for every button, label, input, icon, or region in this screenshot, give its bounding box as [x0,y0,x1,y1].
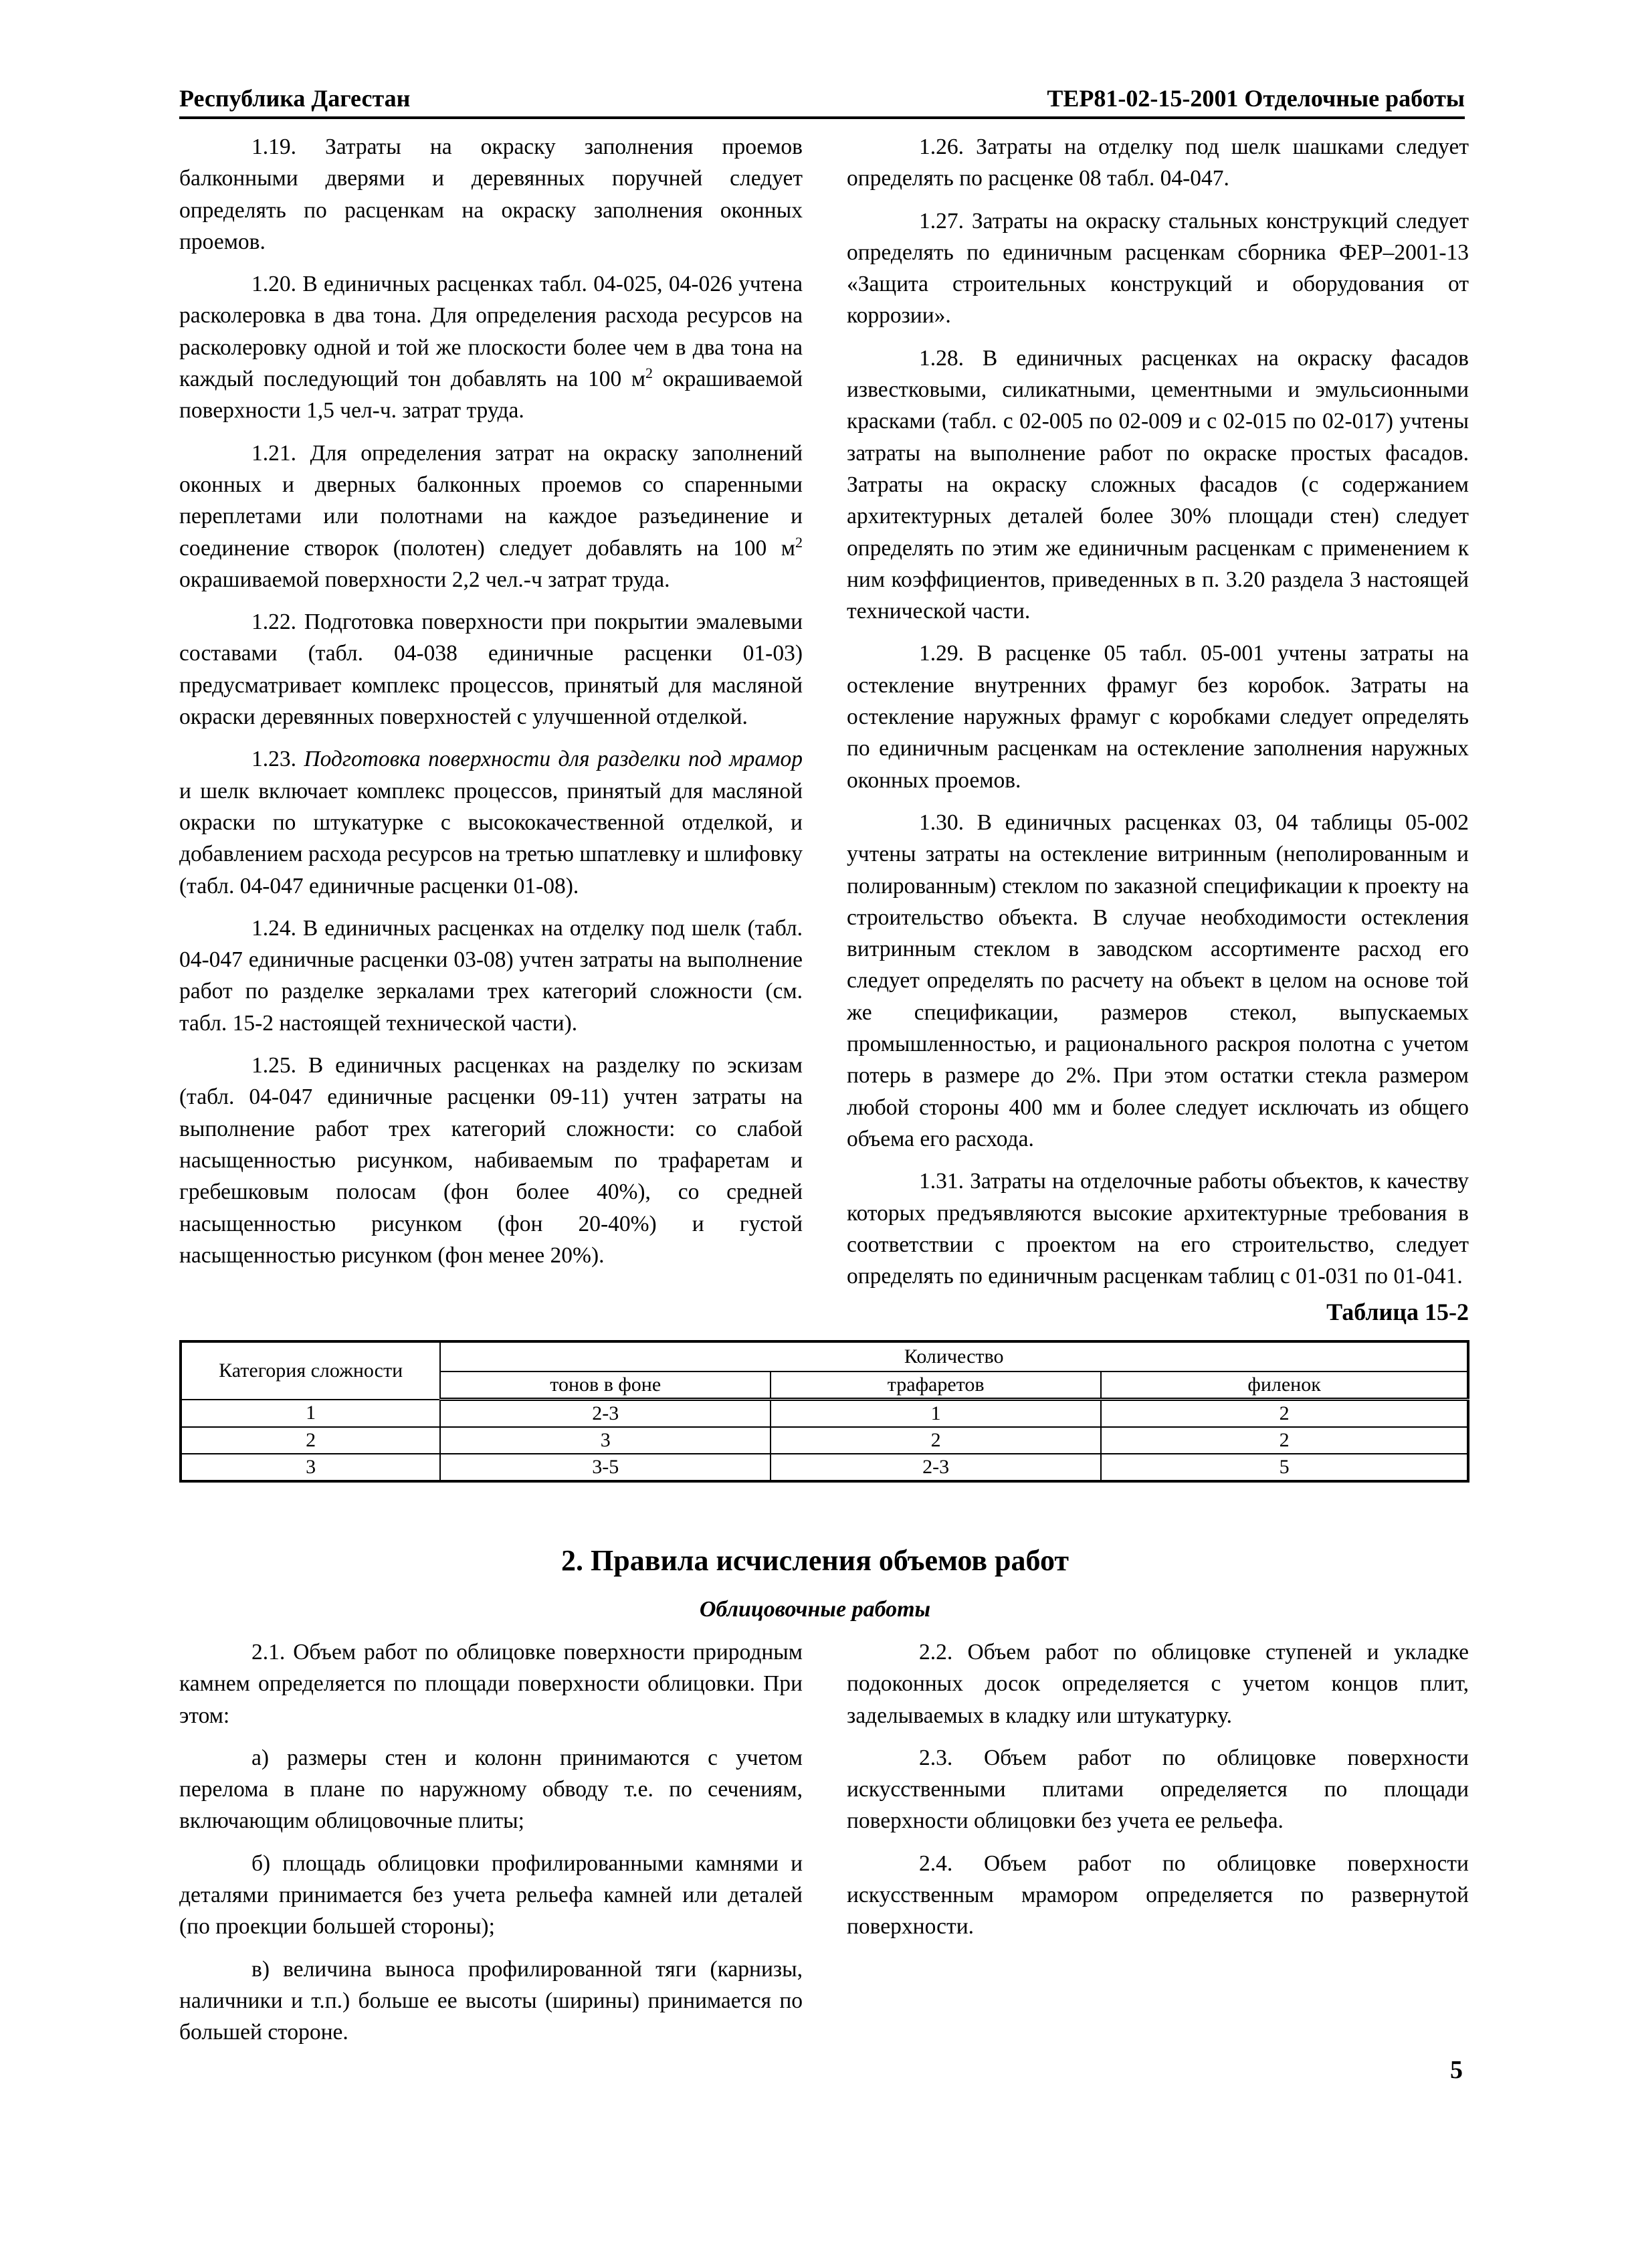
complexity-table [179,1340,1469,1483]
paragraph-2-1-a: а) размеры стен и колонн принимаются с учетом перелома в плане по наружному обводу т.е. по сечениям, включающим облицовочные плиты; [179,1745,803,1834]
paragraph-1-25: 1.25. В единичных расценках на разделку по эскизам (табл. 04-047 единичные расценки 09-11) учтен затраты на выполнение работ трех категорий сложности: со слабой насыщенностью рисунком, набиваемым по трафаретам и гребешковым полосам (фон более 40%), со средней насыщенностью рисунком (фон 20-40%) и густой насыщенностью рисунком (фон менее 20%). [179,1053,803,1268]
header-quantity: Количество [440,1341,1468,1372]
header-region: Республика Дагестан [179,85,411,112]
paragraph-2-4: 2.4. Объем работ по облицовке поверхности искусственным мрамором определяется по развернутой поверхности. [847,1851,1469,1940]
paragraph-1-24: 1.24. В единичных расценках на отделку под шелк (табл. 04-047 единичные расценки 03-08) учтен затраты на выполнение работ по разделке зеркалами трех категорий сложности (см. табл. 15-2 настоящей технической части). [179,915,803,1036]
paragraph-1-27: 1.27. Затраты на окраску стальных конструкций следует определять по единичным расценкам сборника ФЕР–2001-13 «Защита строительных конструкций и оборудования от коррозии». [847,208,1469,328]
paragraph-1-29: 1.29. В расценке 05 табл. 05-001 учтены затраты на остекление внутренних фрамуг без коробок. Затраты на остекление наружных фрамуг с коробками следует определять по единичным расценкам на остекление заполнения наружных оконных проемов. [847,641,1469,793]
right-column-general [847,131,1469,1303]
header-stencils: трафаретов [771,1372,1101,1400]
section-heading: 2. Правила исчисления объемов работ [561,1544,1069,1577]
header-tones: тонов в фоне [440,1372,771,1400]
table-row: 3 3-5 2-3 5 [181,1454,1468,1481]
paragraph-2-1-b: б) площадь облицовки профилированными камнями и деталями принимается без учета рельефа камней или деталей (по проекции большей стороны); [179,1851,803,1940]
paragraph-1-23: 1.23. Подготовка поверхности для разделки под мрамор и шелк включает комплекс процессов, принятый для масляной окраски по штукатурке с высококачественной отделкой, и добавлением расхода ресурсов на третью шпатлевку и шлифовку (табл. 04-047 единичные расценки 01-08). [179,747,803,899]
paragraph-1-31: 1.31. Затраты на отделочные работы объектов, к качеству которых предъявляются высокие архитектурные требования в соответствии с проектом на его строительство, следует определять по единичным расценкам таблиц с 01-031 по 01-041. [847,1169,1469,1289]
header-category: Категория сложности [181,1341,440,1400]
paragraph-2-1: 2.1. Объем работ по облицовке поверхности природным камнем определяется по площади поверхности облицовки. При этом: [179,1640,803,1728]
paragraph-1-20: 1.20. В единичных расценках табл. 04-025, 04-026 учтена расколеровка в два тона. Для определения расхода ресурсов на расколеровку одной и той же плоскости более чем в два тона на каждый последующий тон добавлять на 100 $м^2$ окрашиваемой поверхности 1,5 чел-ч. затрат труда. [179,272,803,423]
paragraph-2-1-c: в) величина выноса профилированной тяги (карнизы, наличники и т.п.) больше ее высоты (ширины) принимается по большей стороне. [179,1956,803,2045]
paragraph-1-19: 1.19. Затраты на окраску заполнения проемов балконными дверями и деревянных поручней следует определять по расценкам на окраску заполнения оконных проемов. [179,134,803,254]
left-column-general [179,131,803,1282]
table-row: 1 2-3 1 2 [181,1400,1468,1428]
table-caption: Таблица 15-2 [1326,1299,1469,1325]
paragraph-1-22: 1.22. Подготовка поверхности при покрытии эмалевыми составами (табл. 04-038 единичные расценки 01-03) предусматривает комплекс процессов, принятый для масляной окраски деревянных поверхностей с улучшенной отделкой. [179,609,803,730]
paragraph-1-30: 1.30. В единичных расценках 03, 04 таблицы 05-002 учтены затраты на остекление витринным (неполированным и полированным) стеклом по заказной спецификации к проекту на строительство объекта. В случае необходимости остекления витринным стеклом в заводском ассортименте расход его следует определять по расчету на объект в целом на основе той же спецификации, размеров стекол, выпускаемых промышленностью, и рационального раскроя полотна с учетом потерь в размере до 2%. При этом остатки стекла размером любой стороны 400 мм и более следует исключать из общего объема его расхода. [847,810,1469,1151]
table-row: 2 3 2 2 [181,1427,1468,1454]
right-column-volumes [847,1636,1469,1954]
paragraph-2-3: 2.3. Объем работ по облицовке поверхности искусственными плитами определяется по площади поверхности облицовки без учета ее рельефа. [847,1745,1469,1834]
subsection-heading: Облицовочные работы [699,1597,931,1622]
paragraph-1-28: 1.28. В единичных расценках на окраску фасадов известковыми, силикатными, цементными и эмульсионными красками (табл. с 02-005 по 02-009 и с 02-015 по 02-017) учтены затраты на выполнение работ по окраске простых фасадов. Затраты на окраску сложных фасадов (с содержанием архитектурных деталей более 30% площади стен) следует определять по этим же единичным расценкам с применением к ним коэффициентов, приведенных в п. 3.20 раздела 3 настоящей технической части. [847,345,1469,624]
running-header [179,76,1465,119]
left-column-volumes [179,1636,803,2059]
paragraph-2-2: 2.2. Объем работ по облицовке ступеней и укладке подоконных досок определяется с учетом концов плит, заделываемых в кладку или штукатурку. [847,1640,1469,1728]
header-document-title: ТЕР81-02-15-2001 Отделочные работы [1047,85,1465,112]
paragraph-1-26: 1.26. Затраты на отделку под шелк шашками следует определять по расценке 08 табл. 04-047. [847,134,1469,191]
page-number: 5 [1450,2056,1463,2084]
table-header-row [181,1341,1468,1372]
header-panels: филенок [1101,1372,1468,1400]
paragraph-1-21: 1.21. Для определения затрат на окраску заполнений оконных и дверных балконных проемов со спаренными переплетами или полотнами на каждое разъединение и соединение створок (полотен) следует добавлять на 100 $м^2$ окрашиваемой поверхности 2,2 чел.-ч затрат труда. [179,440,803,592]
